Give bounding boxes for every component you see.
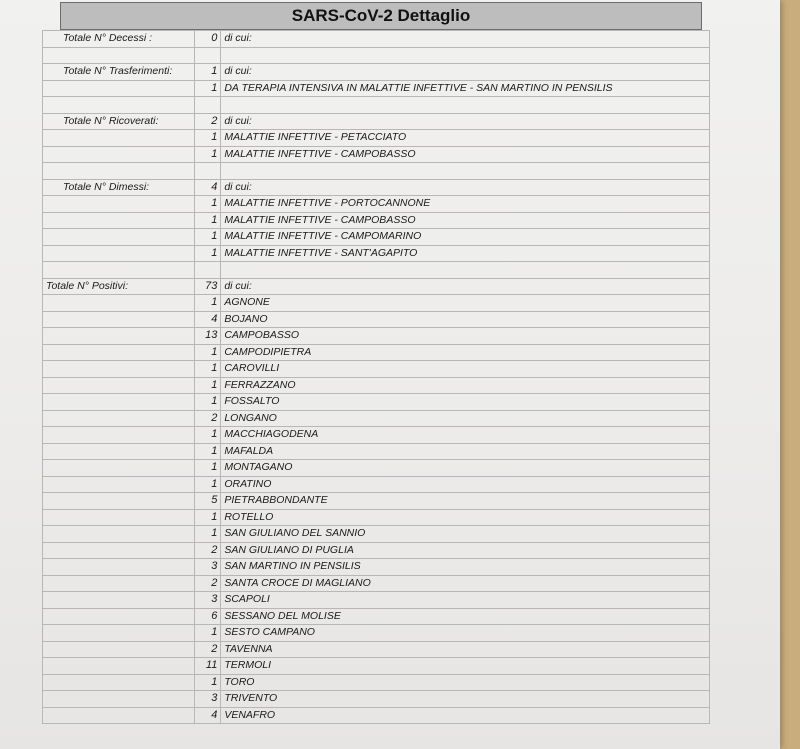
table-row [43,460,710,477]
table-row [43,163,710,180]
row-label [43,608,195,625]
row-count: 1 [194,394,221,411]
row-description: di cui: [221,278,710,295]
row-count: 1 [194,476,221,493]
row-count [194,262,221,279]
table-row [43,361,710,378]
row-count: 1 [194,196,221,213]
row-count [194,163,221,180]
row-label [43,542,195,559]
row-description: LONGANO [221,410,710,427]
row-label [43,344,195,361]
table-row [43,130,710,147]
row-count: 1 [194,443,221,460]
table-row [43,674,710,691]
row-count [194,97,221,114]
row-description [221,163,710,180]
row-description: FOSSALTO [221,394,710,411]
table-row [43,542,710,559]
row-label [43,97,195,114]
row-label [43,328,195,345]
row-count: 11 [194,658,221,675]
row-description: MACCHIAGODENA [221,427,710,444]
row-label [43,707,195,724]
row-label [43,443,195,460]
table-row [43,559,710,576]
table-row [43,47,710,64]
row-label [43,460,195,477]
row-description: AGNONE [221,295,710,312]
row-label [43,130,195,147]
row-label [43,163,195,180]
row-label [43,196,195,213]
row-label [43,559,195,576]
row-description: TORO [221,674,710,691]
table-row [43,641,710,658]
table-row [43,592,710,609]
row-label [43,80,195,97]
row-label [43,262,195,279]
row-description: TRIVENTO [221,691,710,708]
row-label [43,146,195,163]
row-count: 1 [194,625,221,642]
row-description: SAN GIULIANO DI PUGLIA [221,542,710,559]
table-row [43,146,710,163]
row-label: Totale N° Ricoverati: [43,113,195,130]
row-description [221,97,710,114]
row-count: 1 [194,526,221,543]
table-row [43,575,710,592]
row-count: 2 [194,575,221,592]
row-description: ROTELLO [221,509,710,526]
row-count: 1 [194,130,221,147]
row-description: TERMOLI [221,658,710,675]
table-row [43,493,710,510]
row-description [221,47,710,64]
row-label [43,641,195,658]
row-label: Totale N° Positivi: [43,278,195,295]
row-label [43,295,195,312]
row-label [43,526,195,543]
table-row [43,262,710,279]
row-description: SAN MARTINO IN PENSILIS [221,559,710,576]
table-row [43,64,710,81]
row-label: Totale N° Decessi : [43,31,195,48]
row-count: 1 [194,509,221,526]
row-label: Totale N° Trasferimenti: [43,64,195,81]
row-count: 4 [194,707,221,724]
row-description: MALATTIE INFETTIVE - CAMPOBASSO [221,212,710,229]
table-row [43,229,710,246]
table-row [43,427,710,444]
row-description: SAN GIULIANO DEL SANNIO [221,526,710,543]
row-label [43,427,195,444]
row-count: 73 [194,278,221,295]
row-label [43,212,195,229]
row-description: SESSANO DEL MOLISE [221,608,710,625]
row-description: di cui: [221,31,710,48]
table-row [43,344,710,361]
table-row [43,31,710,48]
table-row [43,97,710,114]
row-description [221,262,710,279]
row-count: 1 [194,229,221,246]
row-label [43,509,195,526]
table-row [43,707,710,724]
row-description: SANTA CROCE DI MAGLIANO [221,575,710,592]
row-count: 1 [194,361,221,378]
row-label [43,674,195,691]
row-count: 2 [194,113,221,130]
row-count: 1 [194,674,221,691]
table-row [43,295,710,312]
row-description: MAFALDA [221,443,710,460]
row-label [43,394,195,411]
table-row [43,691,710,708]
row-description: MALATTIE INFETTIVE - PORTOCANNONE [221,196,710,213]
row-count: 3 [194,691,221,708]
table-row [43,526,710,543]
table-row [43,328,710,345]
table-row [43,179,710,196]
row-description: MALATTIE INFETTIVE - CAMPOMARINO [221,229,710,246]
table-row [43,394,710,411]
table-row [43,80,710,97]
row-count: 1 [194,146,221,163]
row-description: CAMPOBASSO [221,328,710,345]
row-count: 2 [194,641,221,658]
row-count: 1 [194,295,221,312]
row-description: FERRAZZANO [221,377,710,394]
table-row [43,113,710,130]
row-description: di cui: [221,113,710,130]
row-count: 6 [194,608,221,625]
table-row [43,608,710,625]
row-count: 2 [194,542,221,559]
row-description: BOJANO [221,311,710,328]
row-count: 2 [194,410,221,427]
row-description: MALATTIE INFETTIVE - SANT'AGAPITO [221,245,710,262]
table-row [43,658,710,675]
row-label [43,245,195,262]
row-label [43,47,195,64]
report-title: SARS-CoV-2 Dettaglio [60,2,702,30]
table-row [43,245,710,262]
row-label [43,476,195,493]
row-count: 1 [194,344,221,361]
row-count: 1 [194,377,221,394]
row-label [43,377,195,394]
row-description: SESTO CAMPANO [221,625,710,642]
table-row [43,278,710,295]
row-description: SCAPOLI [221,592,710,609]
row-description: MONTAGANO [221,460,710,477]
report-sheet [42,2,710,724]
row-count: 1 [194,64,221,81]
row-description: DA TERAPIA INTENSIVA IN MALATTIE INFETTIVE - SAN MARTINO IN PENSILIS [221,80,710,97]
row-count: 0 [194,31,221,48]
row-label [43,311,195,328]
row-count: 5 [194,493,221,510]
table-row [43,410,710,427]
table-row [43,625,710,642]
row-label [43,575,195,592]
row-count: 1 [194,460,221,477]
row-count: 3 [194,559,221,576]
row-count: 4 [194,179,221,196]
row-label [43,410,195,427]
row-label [43,229,195,246]
row-label [43,658,195,675]
row-description: MALATTIE INFETTIVE - CAMPOBASSO [221,146,710,163]
table-row [43,377,710,394]
table-row [43,509,710,526]
row-count: 1 [194,245,221,262]
row-count: 1 [194,427,221,444]
table-row [43,443,710,460]
row-label [43,361,195,378]
row-description: di cui: [221,64,710,81]
table-row [43,196,710,213]
row-count [194,47,221,64]
row-description: di cui: [221,179,710,196]
row-label [43,592,195,609]
table-row [43,311,710,328]
row-description: TAVENNA [221,641,710,658]
table-row [43,476,710,493]
row-description: CAMPODIPIETRA [221,344,710,361]
row-description: ORATINO [221,476,710,493]
row-description: MALATTIE INFETTIVE - PETACCIATO [221,130,710,147]
row-label: Totale N° Dimessi: [43,179,195,196]
row-label [43,625,195,642]
row-description: CAROVILLI [221,361,710,378]
row-count: 4 [194,311,221,328]
table-row [43,212,710,229]
row-label [43,493,195,510]
row-description: PIETRABBONDANTE [221,493,710,510]
row-count: 13 [194,328,221,345]
report-table [42,30,710,724]
row-label [43,691,195,708]
row-count: 1 [194,80,221,97]
row-count: 1 [194,212,221,229]
row-count: 3 [194,592,221,609]
row-description: VENAFRO [221,707,710,724]
